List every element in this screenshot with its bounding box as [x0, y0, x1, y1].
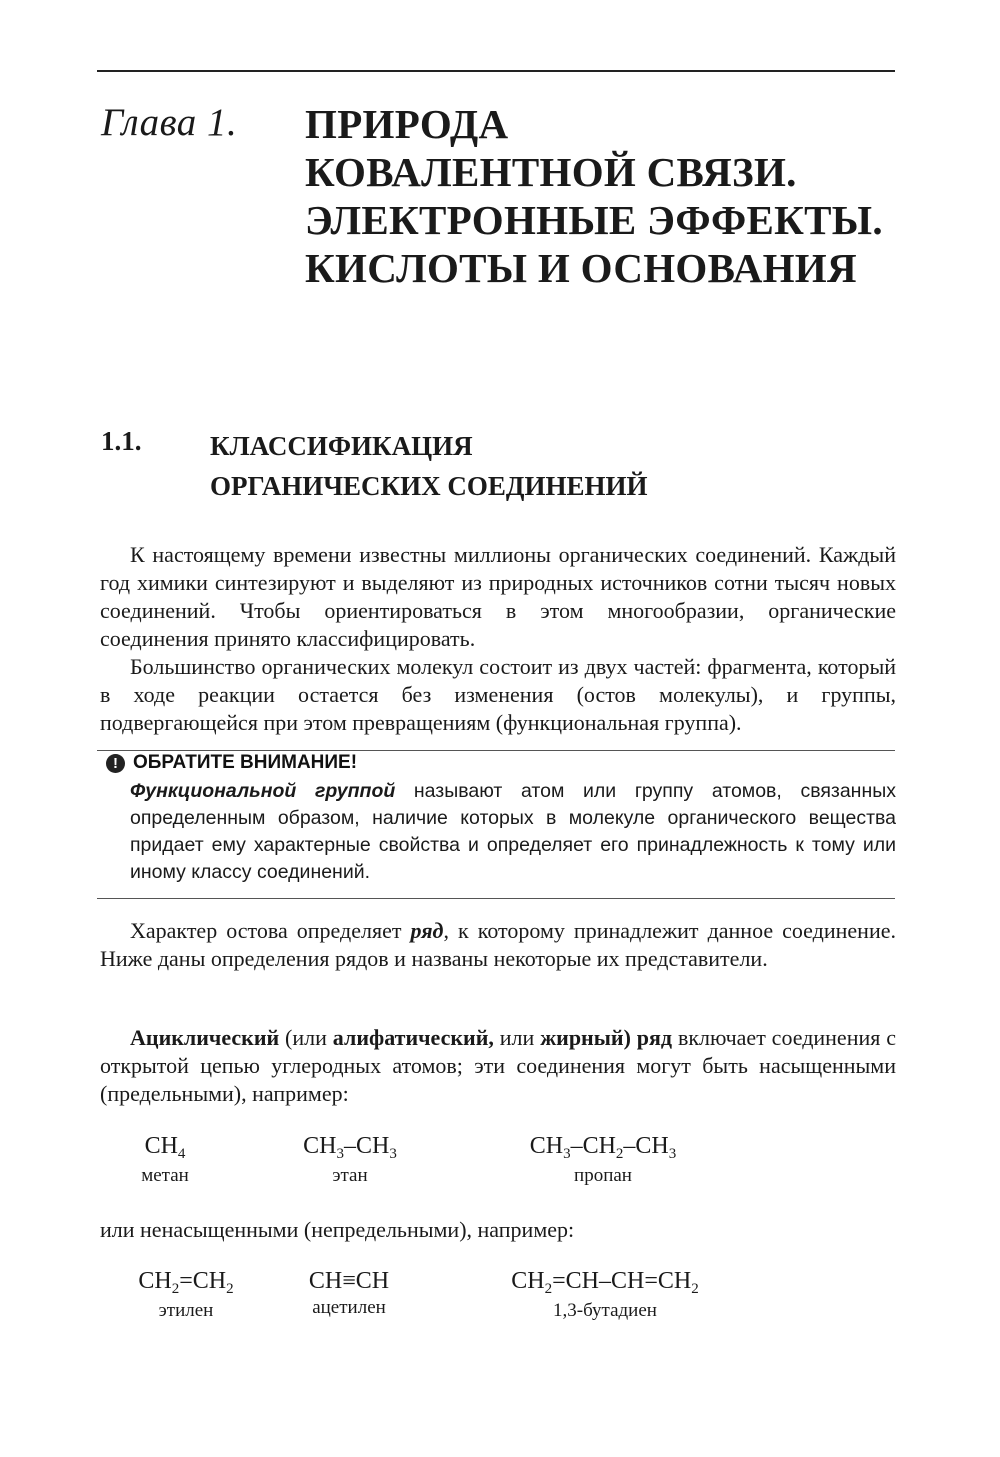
paragraph-text: К настоящему времени известны миллионы органических соединений. Каждый год химики синтезируют и выделяют из природных источников сотни тысяч новых соединений. Чтобы ориентироваться в этом многообразии, органические соединения принято классифицировать.: [100, 542, 896, 651]
paragraph: [100, 917, 896, 973]
notice-bottom-rule: [97, 898, 895, 899]
unsaturated-intro: [100, 1216, 896, 1244]
text-run: или: [493, 1025, 541, 1050]
text-run: (или: [279, 1025, 333, 1050]
formula-name: 1,3-бутадиен: [553, 1300, 657, 1321]
term-acyclic: Ациклический: [130, 1025, 280, 1050]
notice-top-rule: [97, 750, 895, 751]
section-title-line: КЛАССИФИКАЦИЯ: [210, 431, 473, 461]
section-number: 1.1.: [101, 426, 142, 456]
chapter-title-line: КОВАЛЕНТНОЙ СВЯЗИ.: [305, 149, 797, 195]
formula-name: пропан: [574, 1165, 632, 1186]
formula-text: $CH_4$: [144, 1133, 186, 1162]
text-run: , к которому принадлежит данное соединение. Ниже даны определения рядов и названы некоторые их представители.: [100, 918, 896, 971]
formula-ethylene: [128, 1268, 244, 1322]
formula-text: $CH_3-CH_2-CH_3$: [529, 1133, 677, 1162]
formula-acetylene: [296, 1268, 402, 1319]
text-run: включает соединения с открытой цепью углеродных атомов; эти соединения могут быть насыщенными (предельными), например:: [100, 1025, 897, 1106]
notice-body: [130, 778, 896, 886]
notice-text: называют атом или группу атомов, связанных определенным образом, наличие которых в молекуле органического вещества придает ему характерные свойства и определяет его принадлежность к тому или иному классу соединений.: [130, 780, 896, 883]
formula-text: CH≡CH: [308, 1268, 390, 1294]
paragraph-text: Большинство органических молекул состоит из двух частей: фрагмента, который в ходе реакции остается без изменения (остов молекулы), и группы, подвергающейся при этом превращениям (функциональная группа).: [100, 654, 896, 735]
term-ryad: ряд: [410, 918, 444, 943]
formula-name: метан: [141, 1165, 189, 1186]
term-fatty: жирный) ряд: [540, 1025, 673, 1050]
formula-name: этилен: [158, 1300, 214, 1321]
chapter-label: Глава 1.: [101, 101, 238, 144]
formula-propane: [514, 1133, 692, 1187]
formula-name: этан: [332, 1165, 368, 1186]
chapter-title-line: ЭЛЕКТРОННЫЕ ЭФФЕКТЫ.: [305, 197, 883, 243]
acyclic-paragraph: [100, 1024, 896, 1108]
top-rule: [97, 70, 895, 72]
section-title-line: ОРГАНИЧЕСКИХ СОЕДИНЕНИЙ: [210, 471, 648, 501]
formula-text: $CH_2=CH-CH=CH_2$: [511, 1268, 699, 1297]
paragraph: или ненасыщенными (непредельными), например:: [100, 1217, 575, 1242]
formula-methane: [130, 1133, 200, 1187]
intro-paragraphs: [100, 541, 896, 737]
formula-name: ацетилен: [312, 1297, 386, 1318]
chapter-title-line: КИСЛОТЫ И ОСНОВАНИЯ: [305, 245, 857, 291]
chapter-title: [305, 100, 883, 292]
notice-heading-text: ОБРАТИТЕ ВНИМАНИЕ!: [133, 752, 358, 773]
paragraph: [100, 653, 896, 737]
notice-term: Функциональной группой: [130, 780, 396, 802]
term-aliphatic: алифатический,: [332, 1025, 494, 1050]
section-title: [210, 426, 647, 506]
series-paragraph: [100, 917, 896, 973]
paragraph: [100, 541, 896, 653]
notice-heading: [106, 752, 900, 774]
text-run: Характер остова определяет: [130, 918, 411, 943]
paragraph: [100, 1024, 896, 1108]
formula-text: $CH_2=CH_2$: [138, 1268, 234, 1297]
formula-butadiene: [494, 1268, 716, 1322]
formula-ethane: [292, 1133, 408, 1187]
chapter-title-line: ПРИРОДА: [305, 101, 509, 147]
formula-text: $CH_3-CH_3$: [303, 1133, 397, 1162]
exclamation-icon: !: [106, 754, 125, 773]
notice-box: [100, 752, 900, 886]
